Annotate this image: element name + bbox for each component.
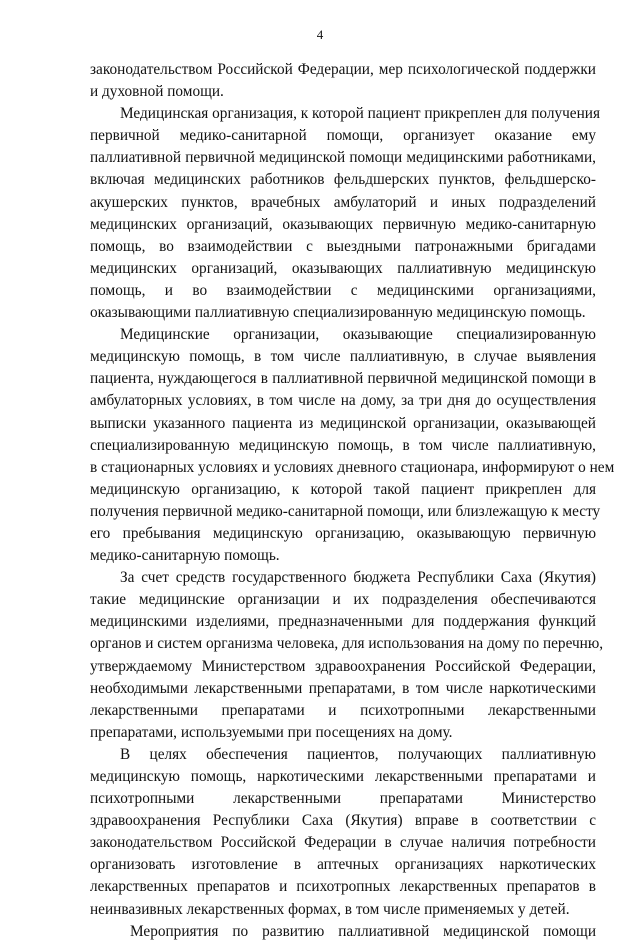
text-line: органов и систем организма человека, для использования на дому по перечню, [90,635,604,653]
text-line: медицинскую организацию, к которой такой пациент прикреплен для [90,480,596,498]
paragraph [90,567,604,744]
text-line: медицинских организаций, оказывающих первичную медико-санитарную [90,215,596,233]
text-line: оказывающими паллиативную специализированную медицинскую помощь. [90,304,586,322]
paragraph [90,103,600,324]
text-line: законодательством Российской Федерации в случае наличия потребности [90,834,596,852]
text-line: психотропными лекарственными препаратами Министерство [90,790,596,808]
text-line: помощь, во взаимодействии с выездными патронажными бригадами [90,237,596,255]
text-line: и духовной помощи. [90,83,224,101]
paragraph [90,59,596,103]
text-line: первичной медико-санитарной помощи, организует оказание ему [90,127,596,145]
text-line: его пребывания медицинскую организацию, оказывающую первичную [90,524,596,542]
text-line: организовать изготовление в аптечных организациях наркотических [90,856,596,874]
text-line: препаратами, используемыми при посещениях на дому. [90,723,453,741]
page-number: 4 [316,27,324,42]
text-line: амбулаторных условиях, в том числе на дому, за три дня до осуществления [90,392,596,410]
text-line: Медицинская организация, к которой пациент прикреплен для получения [120,105,600,123]
text-line: помощь, и во взаимодействии с медицинскими организациями, [90,281,596,299]
text-line: неинвазивных лекарственных формах, в том числе применяемых у детей. [90,900,570,918]
text-line: медицинских организаций, оказывающих паллиативную медицинскую [90,259,596,277]
text-line: получения первичной медико-санитарной помощи, или близлежащую к месту [90,502,601,520]
text-line: включая медицинских работников фельдшерских пунктов, фельдшерско- [90,171,596,189]
text-line: акушерских пунктов, врачебных амбулаторий и иных подразделений [90,193,596,211]
text-line: Медицинские организации, оказывающие специализированную [120,326,596,344]
paragraph [90,744,596,921]
text-line: медицинскую помощь, наркотическими лекарственными препаратами и [90,768,596,785]
text-line: лекарственных препаратов и психотропных лекарственных препаратов в [90,878,596,896]
text-line: в стационарных условиях и условиях дневного стационара, информируют о нем [90,458,615,476]
text-line: законодательством Российской Федерации, мер психологической поддержки [90,61,596,78]
document-body [90,59,615,943]
text-line: медико-санитарную помощь. [90,547,280,565]
paragraph [90,324,615,567]
paragraph [90,921,596,943]
text-line: За счет средств государственного бюджета Республики Саха (Якутия) [120,569,596,587]
text-line: В целях обеспечения пациентов, получающих паллиативную [120,745,596,763]
text-line: пациента, нуждающегося в паллиативной первичной медицинской помощи в [90,370,596,388]
text-line: необходимыми лекарственными препаратами, в том числе наркотическими [90,679,596,697]
text-line: здравоохранения Республики Саха (Якутия) вправе в соответствии с [90,812,596,830]
text-line: утверждаемому Министерством здравоохранения Российской Федерации, [90,657,596,675]
text-line: медицинскую помощь, в том числе паллиативную, в случае выявления [90,348,596,366]
text-line: выписки указанного пациента из медицинской организации, оказывающей [90,414,596,432]
text-line: Мероприятия по развитию паллиативной медицинской помощи [130,922,596,940]
text-line: такие медицинские организации и их подразделения обеспечиваются [90,591,596,609]
text-line: паллиативной первичной медицинской помощи медицинскими работниками, [90,149,596,167]
text-line: специализированную медицинскую помощь, в том числе паллиативную, [90,436,596,454]
text-line: лекарственными препаратами и психотропными лекарственными [90,701,596,719]
text-line: медицинскими изделиями, предназначенными для поддержания функций [90,613,596,631]
